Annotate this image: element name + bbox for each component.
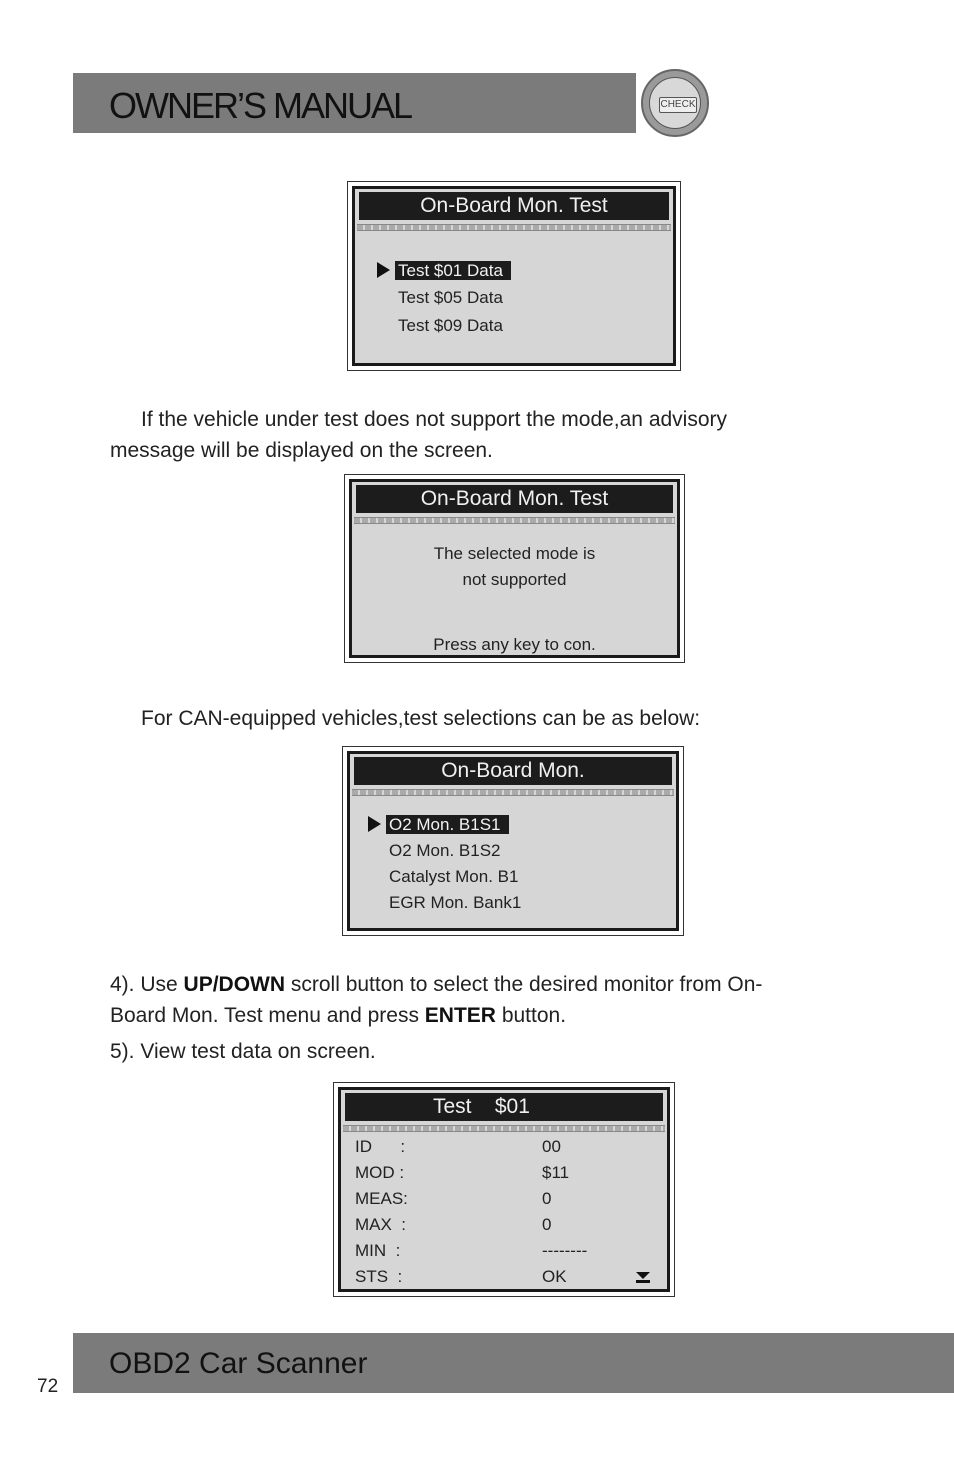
scanner-screen-message <box>344 474 685 663</box>
screen-separator <box>343 1125 665 1132</box>
enter-label: ENTER <box>424 1004 496 1027</box>
menu-item[interactable]: EGR Mon. Bank1 <box>389 893 522 912</box>
paragraph-can-vehicles: For CAN-equipped vehicles,test selections can be as below: <box>141 707 701 730</box>
step-5: 5). View test data on screen. <box>110 1040 376 1063</box>
step-4-line1: 4). Use UP/DOWN scroll button to select the desired monitor from On- <box>110 973 763 996</box>
data-row-value: -------- <box>542 1241 588 1260</box>
scanner-screen-test-data <box>333 1082 675 1297</box>
data-row-value: 00 <box>542 1137 561 1156</box>
menu-item[interactable]: O2 Mon. B1S2 <box>389 841 501 860</box>
screen-bezel <box>338 1087 670 1292</box>
paragraph-advisory-line1: If the vehicle under test does not support the mode,an advisory <box>141 408 728 431</box>
data-row-label: ID : <box>355 1137 406 1156</box>
screen-separator <box>352 789 674 796</box>
product-title: OBD2 Car Scanner <box>109 1347 368 1380</box>
screen-separator <box>357 224 671 231</box>
menu-item[interactable]: Test $09 Data <box>398 316 503 335</box>
scroll-down-icon-bar <box>636 1280 650 1283</box>
data-row-label: MIN : <box>355 1241 401 1260</box>
data-row-label: STS : <box>355 1267 403 1286</box>
screen-bezel <box>352 186 676 366</box>
message-line: The selected mode is <box>433 544 596 563</box>
header-bar <box>73 73 636 133</box>
step-4-line2: Board Mon. Test menu and press ENTER button. <box>110 1004 567 1027</box>
menu-item[interactable]: Test $05 Data <box>398 288 503 307</box>
scanner-screen-menu <box>347 181 681 371</box>
menu-item-selected[interactable]: O2 Mon. B1S1 <box>386 815 509 835</box>
screen-title: On-Board Mon. Test <box>356 485 673 513</box>
selection-arrow-icon <box>377 262 390 278</box>
message-line: not supported <box>462 570 567 589</box>
footer-bar <box>73 1333 954 1393</box>
scanner-screen-monitor-menu <box>342 746 684 936</box>
message-prompt: Press any key to con. <box>433 635 596 654</box>
screen-title: On-Board Mon. Test <box>359 192 669 220</box>
data-row-value: 0 <box>542 1189 552 1208</box>
check-engine-icon-inner <box>649 77 701 129</box>
scroll-down-icon <box>636 1272 650 1279</box>
screen-separator <box>354 517 675 524</box>
page-number: 72 <box>37 1376 59 1397</box>
menu-item-selected[interactable]: Test $01 Data <box>395 261 511 281</box>
menu-item[interactable]: Catalyst Mon. B1 <box>389 867 519 886</box>
data-row-label: MAX : <box>355 1215 407 1234</box>
check-engine-label: CHECK <box>659 97 697 113</box>
manual-title: OWNER’S MANUAL <box>109 85 412 126</box>
up-down-label: UP/DOWN <box>183 973 286 996</box>
screen-title: On-Board Mon. <box>354 757 672 785</box>
selection-arrow-icon <box>368 816 381 832</box>
screen-bezel <box>347 751 679 931</box>
screen-bezel <box>349 479 680 658</box>
data-row-label: MEAS: <box>355 1189 408 1208</box>
paragraph-advisory-line2: message will be displayed on the screen. <box>110 439 493 462</box>
data-row-value: $11 <box>542 1163 570 1182</box>
data-row-label: MOD : <box>355 1163 405 1182</box>
check-engine-icon <box>641 69 709 137</box>
data-row-value: OK <box>542 1267 567 1286</box>
data-row-value: 0 <box>542 1215 552 1234</box>
screen-title: Test $01 <box>345 1093 663 1121</box>
